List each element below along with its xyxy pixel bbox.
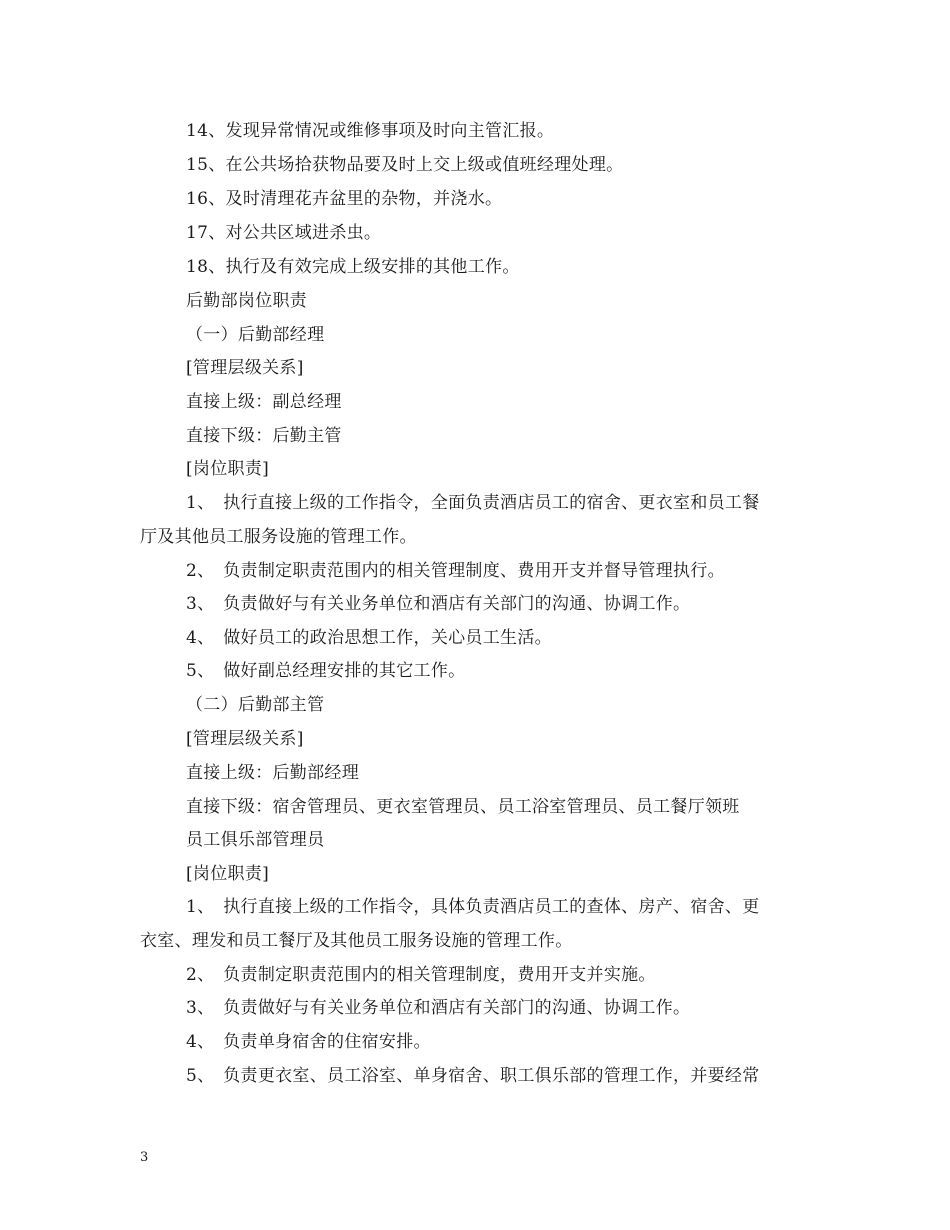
text-line: （一）后勤部经理 bbox=[186, 325, 325, 345]
text-line: 4、 做好员工的政治思想工作，关心员工生活。 bbox=[186, 628, 552, 648]
text-line: 17、对公共区域进杀虫。 bbox=[186, 223, 382, 243]
text-line: [管理层级关系] bbox=[186, 729, 304, 749]
text-line: 14、发现异常情况或维修事项及时向主管汇报。 bbox=[186, 121, 555, 141]
text-line: 直接上级：副总经理 bbox=[186, 392, 342, 412]
text-line: 4、 负责单身宿舍的住宿安排。 bbox=[186, 1032, 431, 1052]
text-line: 3、 负责做好与有关业务单位和酒店有关部门的沟通、协调工作。 bbox=[186, 998, 691, 1018]
text-line: 16、及时清理花卉盆里的杂物，并浇水。 bbox=[186, 189, 503, 209]
text-line: 2、 负责制定职责范围内的相关管理制度，费用开支并实施。 bbox=[186, 965, 656, 985]
text-line: 2、 负责制定职责范围内的相关管理制度、费用开支并督导管理执行。 bbox=[186, 561, 725, 581]
text-line: 后勤部岗位职责 bbox=[186, 291, 308, 311]
text-line: 员工俱乐部管理员 bbox=[186, 830, 325, 850]
text-line: 1、 执行直接上级的工作指令，具体负责酒店员工的查体、房产、宿舍、更 bbox=[186, 897, 760, 917]
text-line: 厅及其他员工服务设施的管理工作。 bbox=[140, 527, 417, 547]
text-line: 直接下级：后勤主管 bbox=[186, 426, 342, 446]
text-line: [岗位职责] bbox=[186, 459, 270, 479]
page-number: 3 bbox=[140, 1150, 149, 1165]
text-line: 5、 负责更衣室、员工浴室、单身宿舍、职工俱乐部的管理工作，并要经常 bbox=[186, 1066, 760, 1086]
text-line: 衣室、理发和员工餐厅及其他员工服务设施的管理工作。 bbox=[140, 931, 573, 951]
text-line: 直接下级：宿舍管理员、更衣室管理员、员工浴室管理员、员工餐厅领班 bbox=[186, 797, 740, 817]
text-line: 5、 做好副总经理安排的其它工作。 bbox=[186, 661, 466, 681]
text-line: 3、 负责做好与有关业务单位和酒店有关部门的沟通、协调工作。 bbox=[186, 594, 691, 614]
text-line: （二）后勤部主管 bbox=[186, 695, 325, 715]
text-line: [管理层级关系] bbox=[186, 358, 304, 378]
text-line: 18、执行及有效完成上级安排的其他工作。 bbox=[186, 257, 520, 277]
text-line: 15、在公共场拾获物品要及时上交上级或值班经理处理。 bbox=[186, 155, 624, 175]
text-line: [岗位职责] bbox=[186, 864, 270, 884]
text-line: 直接上级：后勤部经理 bbox=[186, 763, 359, 783]
text-line: 1、 执行直接上级的工作指令，全面负责酒店员工的宿舍、更衣室和员工餐 bbox=[186, 493, 760, 513]
